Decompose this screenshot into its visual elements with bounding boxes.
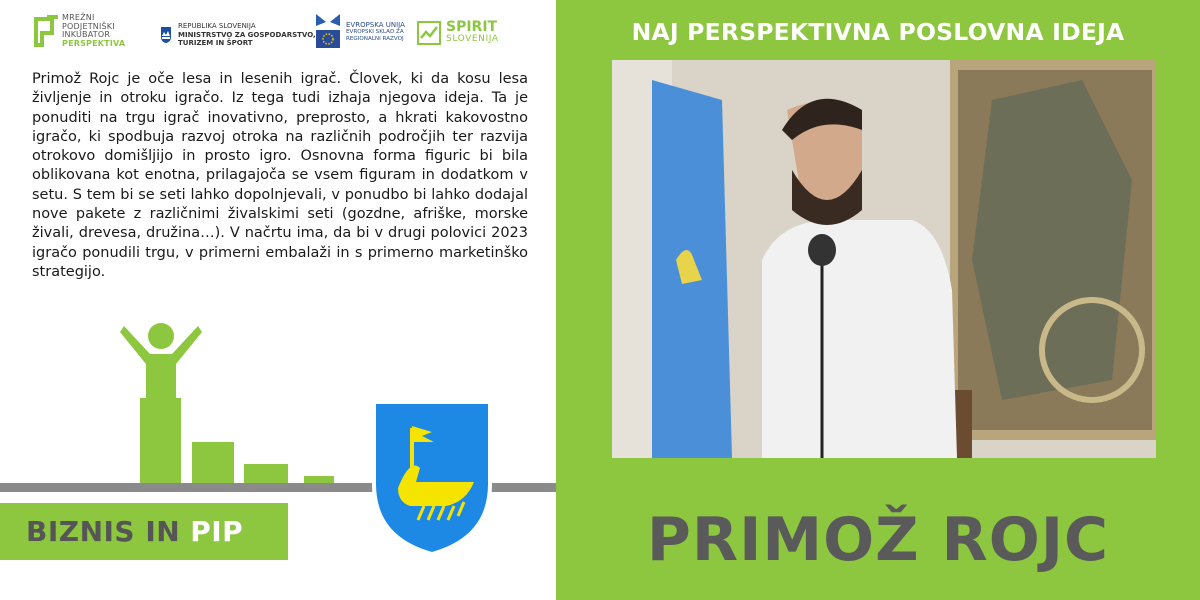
eu-flag-icon — [316, 14, 340, 50]
spirit-logo-name: SPIRIT — [446, 19, 498, 35]
description-text: Primož Rojc je oče lesa in lesenih igrač. Človek, ki da kosu lesa življenje in otroku igračo. Iz tega tudi izhaja njegova ideja. Ta je ponuditi na trgu igrač inovativno, preprosto, a hkrati kakovostno igračo, ki spodbuja razvoj otroka na različnih področjih ter razvija otrokovo domišljijo in prosto igro. Osnovna forma figuric bi bila oblikovana kot enotna, prilagajoča se vsem figuram in dodatkom v setu. S tem bi se seti lahko dopolnjevali, v ponudbo bi lahko dodajal nove pakete z različnimi živalskimi seti (gozdne, afriške, morske živali, drevesa, družina…). V načrtu ima, da bi v drugi polovici 2023 igračo ponudili trgu, v primerni embalaži in s primerno marketinško strategijo. — [32, 71, 528, 280]
slovenia-logo-line: MINISTRSTVO ZA GOSPODARSTVO, — [178, 30, 316, 39]
eu-logo-line: EVROPSKA UNIJA — [346, 20, 405, 29]
slovenia-logo-line: TURIZEM IN ŠPORT — [178, 39, 253, 47]
podium-column — [140, 398, 181, 484]
slovenia-logo-line: REPUBLIKA SLOVENIJA — [178, 22, 256, 30]
pip-logo-line: PODJETNIŠKI — [62, 21, 115, 31]
eu-logo-line: REGIONALNI RAZVOJ — [346, 35, 404, 42]
banner-text-1: BIZNIS IN — [26, 515, 181, 548]
slovenia-coat-icon — [160, 26, 172, 44]
biznis-in-pip-banner — [0, 503, 288, 560]
right-panel — [556, 0, 1200, 600]
spirit-logo-icon — [417, 21, 441, 45]
spirit-logo-sub: SLOVENIJA — [446, 34, 499, 44]
pip-logo-icon — [34, 15, 58, 47]
pip-logo-line: INKUBATOR — [62, 30, 111, 40]
spirit-logo — [417, 20, 499, 45]
eu-logo — [316, 14, 405, 50]
pip-logo-line: MREŽNI — [62, 13, 95, 22]
portrait-photo — [612, 60, 1156, 458]
banner-text-2: PIP — [190, 515, 244, 548]
headline: NAJ PERSPEKTIVNA POSLOVNA IDEJA — [631, 18, 1125, 46]
slovenia-logo — [160, 22, 316, 48]
person-name: PRIMOŽ ROJC — [646, 505, 1110, 575]
eu-logo-line: EVROPSKI SKLAD ZA — [346, 28, 404, 35]
podium-step — [192, 442, 234, 484]
pip-logo-line: PERSPEKTIVA — [62, 38, 126, 48]
coat-of-arms-icon — [370, 398, 494, 558]
podium-step — [244, 464, 288, 484]
pip-logo — [34, 14, 125, 48]
